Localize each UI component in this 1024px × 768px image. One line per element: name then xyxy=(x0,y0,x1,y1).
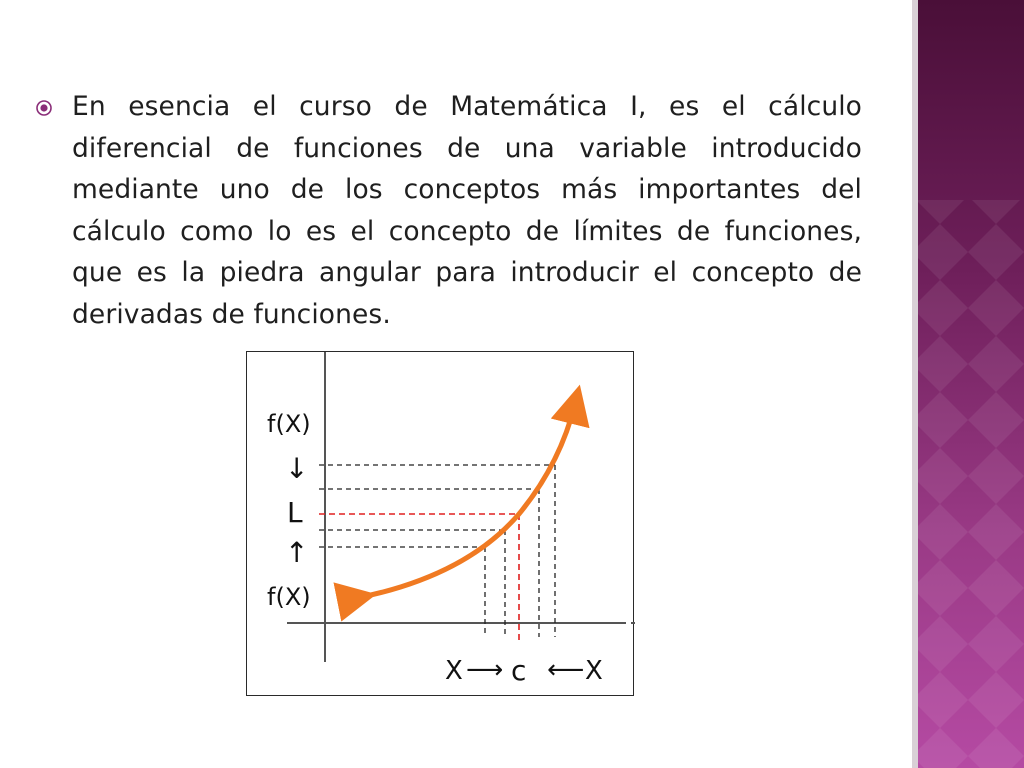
label-fx-bottom: f(X) xyxy=(267,583,311,611)
limit-diagram xyxy=(246,351,634,696)
label-L: L xyxy=(287,496,303,529)
label-c: c xyxy=(511,654,527,687)
decorative-side-band xyxy=(912,0,1024,768)
label-x-right: X xyxy=(585,656,603,686)
function-curve xyxy=(357,404,575,598)
arrow-left: ⟵ xyxy=(547,655,585,685)
bullet-text: En esencia el curso de Matemática I, es el cálculo diferencial de funciones de una variable introducido mediante uno de los conceptos más importantes del cálculo como lo es el concepto de límites de funciones, que es la piedra angular para introducir el concepto de derivadas de funciones. xyxy=(72,91,862,330)
arrow-right: ⟶ xyxy=(466,655,504,685)
label-x-left: X xyxy=(445,656,463,686)
arrow-down: ↓ xyxy=(285,452,309,485)
circle-bullet-icon xyxy=(34,98,54,118)
label-fx-top: f(X) xyxy=(267,410,311,438)
diamond-pattern xyxy=(912,0,1024,768)
arrow-up: ↑ xyxy=(285,536,309,569)
